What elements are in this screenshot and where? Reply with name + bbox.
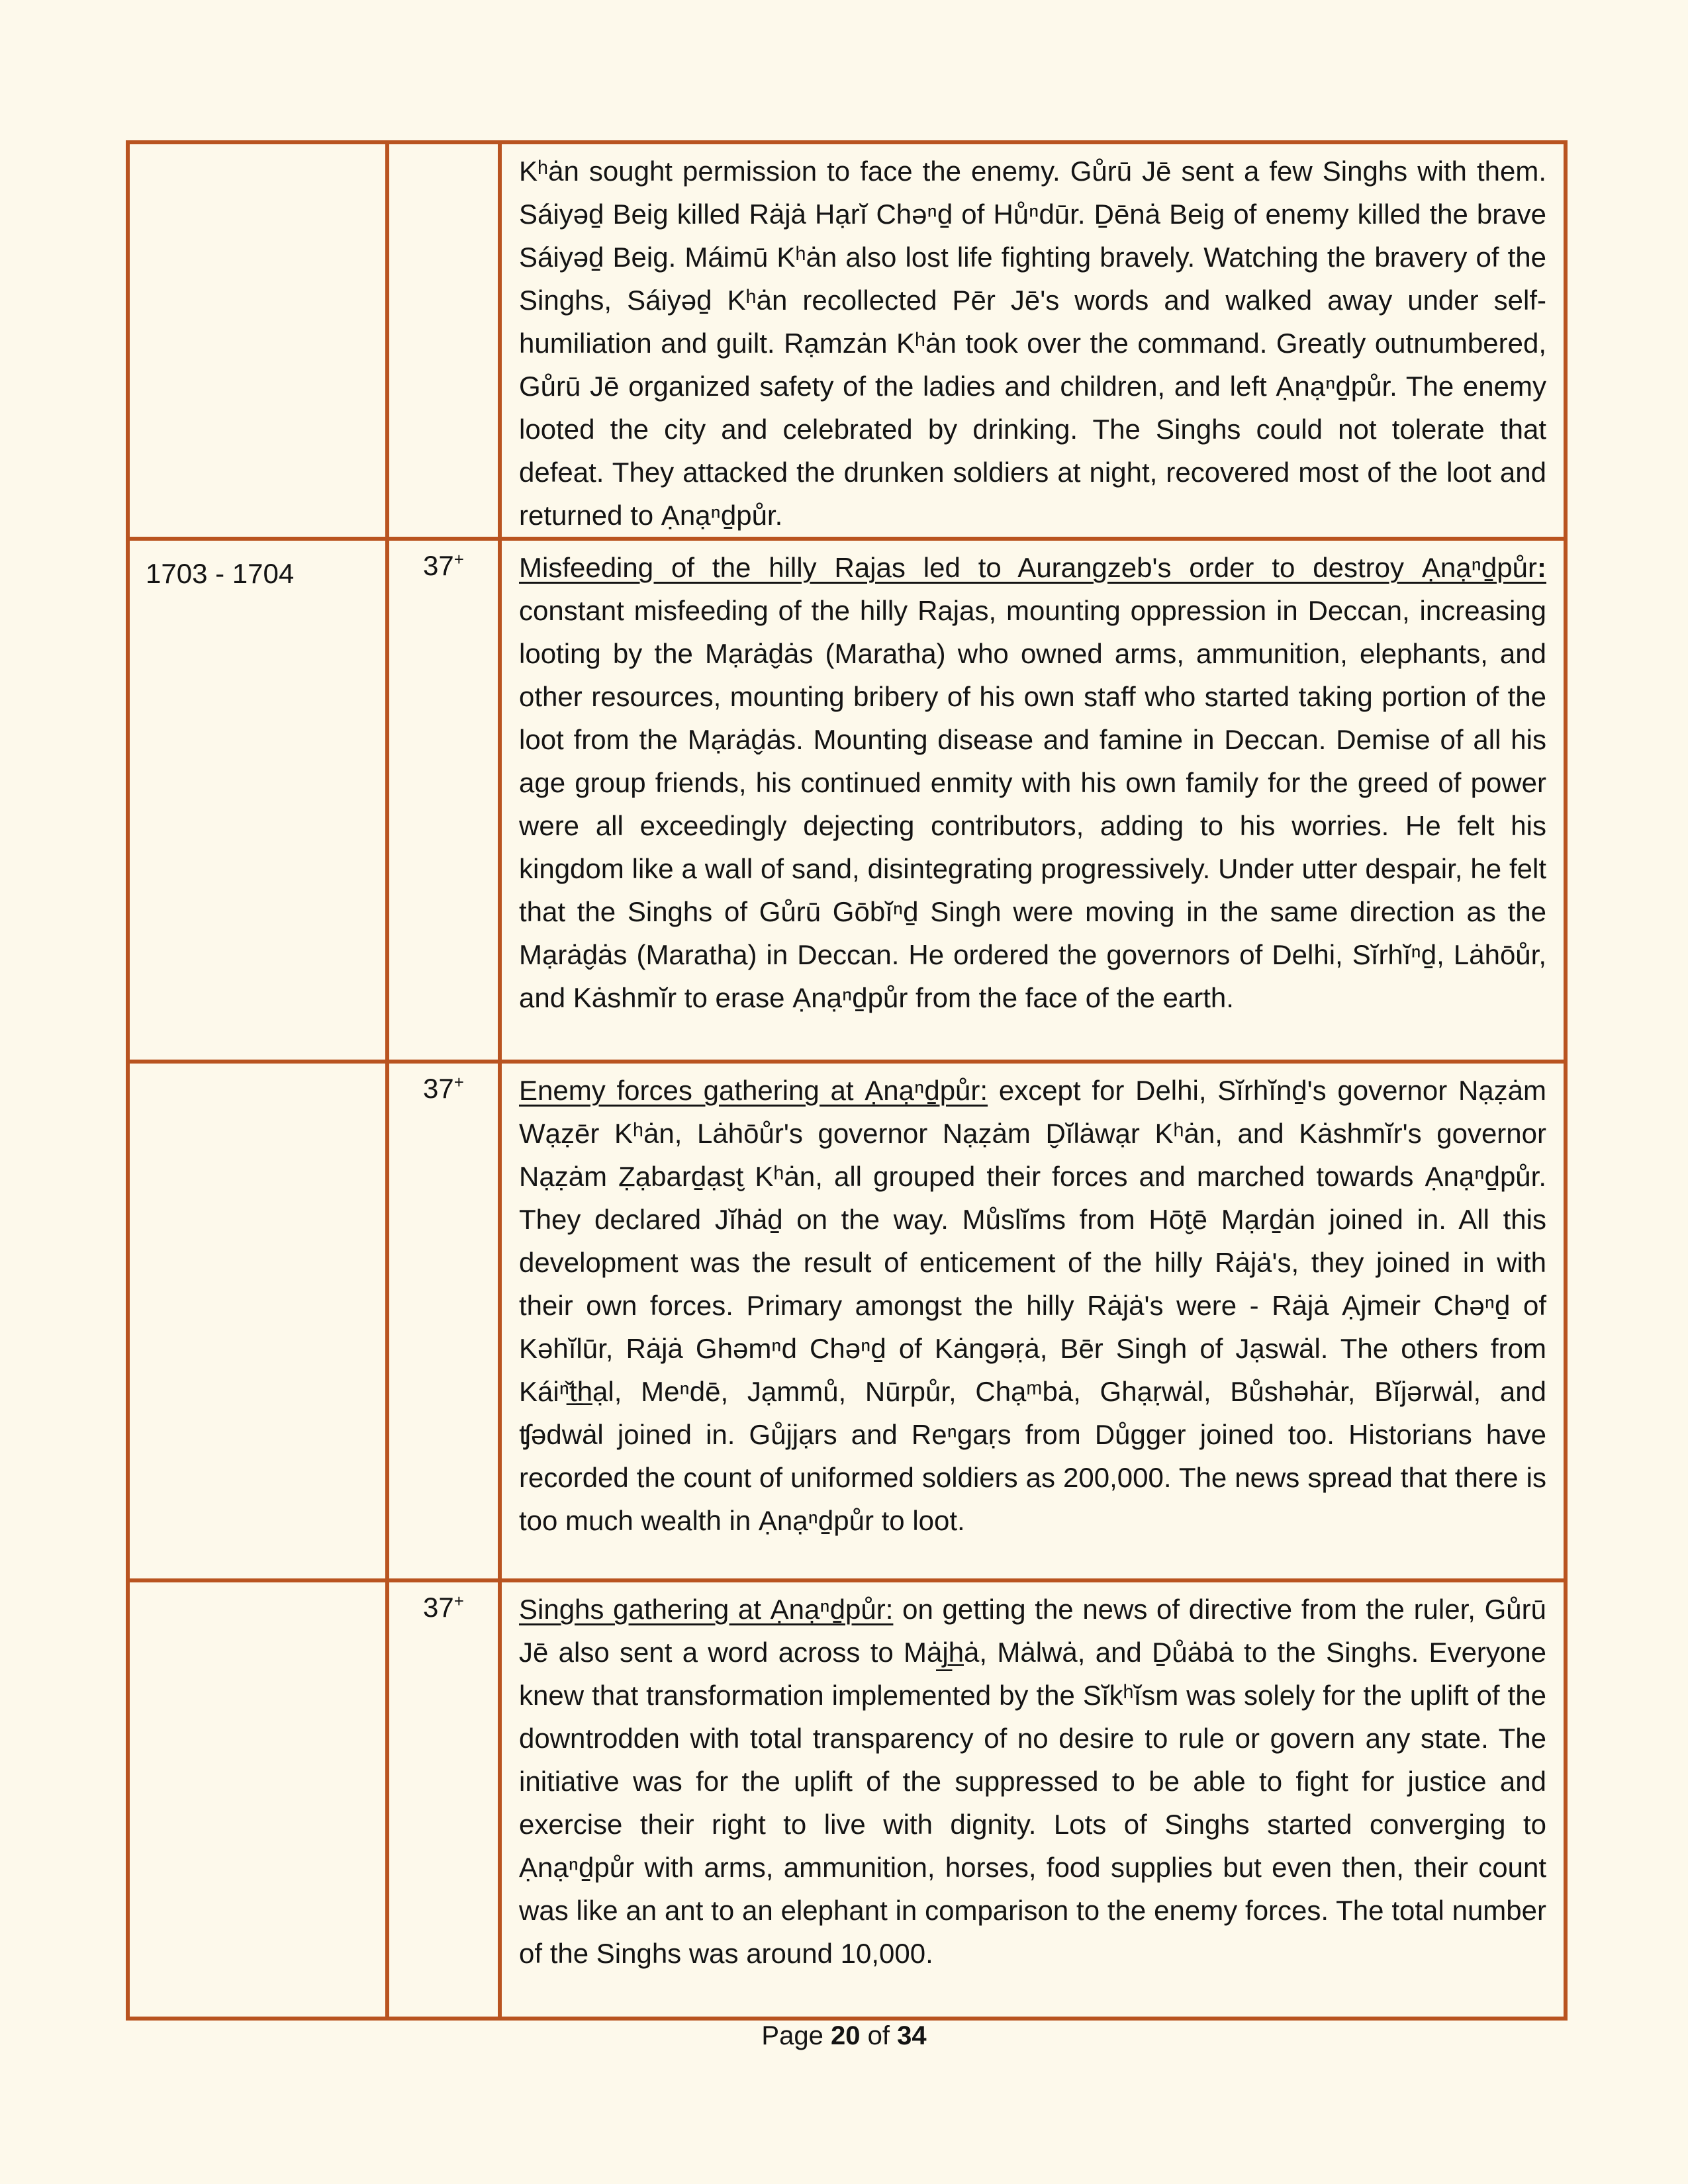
body-text: on getting the news of directive from the ruler, Gůrū Jē also sent a word across to Mȧj̲h̲ȧ, Mȧlwȧ, and D̠ůȧbȧ to the Singhs. Everyone knew that transformation implemented by the Sĭkʰĭsm was solely for the uplift of the downtrodden with total transparency of no desire to rule or govern any state. The initiative was for the uplift of the suppressed to be able to fight for justice and exercise their right to live with dignity. Lots of Singhs started converging to Ạnạⁿd̠půr with arms, ammunition, horses, food supplies but even then, their count was like an ant to an elephant in comparison to the enemy forces. The total number of the Singhs was around 10,000. [519, 1594, 1546, 1969]
paragraph [519, 1588, 1546, 1975]
paragraph [519, 546, 1546, 1019]
description-cell [500, 1580, 1566, 2019]
reference-superscript: + [453, 549, 464, 569]
date-cell [128, 539, 387, 1062]
body-text: constant misfeeding of the hilly Rajas, mounting oppression in Deccan, increasing looting by the Mạrȧd̬ȧs (Maratha) who owned arms, ammunition, elephants, and other resources, mounting bribery of his own staff who started taking portion of the loot from the Mạrȧd̬ȧs. Mounting disease and famine in Deccan. Demise of all his age group friends, his continued enmity with his own family for the greed of power were all exceedingly dejecting contributors, adding to his worries. He felt his kingdom like a wall of sand, disintegrating progressively. Under utter despair, he felt that the Singhs of Gůrū Gōbĭⁿd̠ Singh were moving in the same direction as the Mạrȧd̬ȧs (Maratha) in Deccan. He ordered the governors of Delhi, Sĭrhĭⁿd̠, Lȧhōůr, and Kȧshmĭr to erase Ạnạⁿd̠půr from the face of the earth. [519, 595, 1546, 1013]
page-footer [0, 2020, 1688, 2052]
heading-colon: : [1537, 552, 1546, 583]
section-heading: Enemy forces gathering at Ạnạⁿd̠půr: [519, 1075, 988, 1106]
table-row [128, 539, 1566, 1062]
reference-superscript: + [453, 1072, 464, 1092]
reference-cell [387, 1580, 500, 2019]
table-row [128, 1580, 1566, 2019]
date-cell [128, 142, 387, 539]
reference-cell [387, 539, 500, 1062]
body-text: Kʰȧn sought permission to face the enemy. Gůrū Jē sent a few Singhs with them. Sáiyəd̠ Beig killed Rȧjȧ Hạrĭ Chəⁿd̠ of Hůⁿdūr. D̠ēnȧ Beig of enemy killed the brave Sáiyəd̠ Beig. Máimū Kʰȧn also lost life fighting bravely. Watching the bravery of the Singhs, Sáiyəd̠ Kʰȧn recollected Pēr Jē's words and walked away under self-humiliation and guilt. Rạmzȧn Kʰȧn took over the command. Greatly outnumbered, Gůrū Jē organized safety of the ladies and children, and left Ạnạⁿd̠půr. The enemy looted the city and celebrated by drinking. The Singhs could not tolerate that defeat. They attacked the drunken soldiers at night, recovered most of the loot and returned to Ạnạⁿd̠půr. [519, 156, 1546, 531]
section-heading: Singhs gathering at Ạnạⁿd̠půr: [519, 1594, 894, 1625]
heading-text: Misfeeding of the hilly Rajas led to Aurangzeb's order to destroy Ạnạⁿd̠půr [519, 552, 1537, 583]
reference-number: 37 [423, 1592, 454, 1623]
paragraph [519, 150, 1546, 537]
reference-number: 37 [423, 1073, 454, 1104]
history-table [126, 140, 1568, 2021]
description-cell [500, 142, 1566, 539]
description-cell [500, 1062, 1566, 1580]
footer-page-number: 20 [830, 2021, 861, 2050]
table-row [128, 142, 1566, 539]
section-heading [519, 552, 1546, 583]
date-range: 1703 - 1704 [146, 558, 295, 589]
reference-cell [387, 142, 500, 539]
footer-of-label: of [867, 2021, 890, 2050]
reference-superscript: + [453, 1591, 464, 1611]
reference-cell [387, 1062, 500, 1580]
reference-number: 37 [423, 550, 454, 581]
body-text: except for Delhi, Sĭrhĭnd̠'s governor Nạẓȧm Wạẓēr Kʰȧn, Lȧhōůr's governor Nạẓȧm D̬ĭlȧwạr Kʰȧn, and Kȧshmĭr's governor Nạẓȧm Ẓạbard̠ạst̮ Kʰȧn, all grouped their forces and marched towards Ạnạⁿd̠půr. They declared Jĭhȧd̠ on the way. Můslĭms from Hōt̮ē Mạrd̠ȧn joined in. All this development was the result of enticement of the hilly Rȧjȧ's, they joined in with their own forces. Primary amongst the hilly Rȧjȧ's were - Rȧjȧ Ạjmeir Chəⁿd̠ of Kəhĭlūr, Rȧjȧ Ghəmⁿd Chəⁿd̠ of Kȧngəṛȧ, Bēr Singh of Jạswȧl. The others from Káiⁿ̌t̲h̲ạl, Meⁿdē, Jạmmů, Nūrpůr, Chạᵐbȧ, Ghạṛwȧl, Bůshəhȧr, Bĭjərwȧl, and ʧədwȧl joined in. Gůjjạrs and Reⁿgaṛs from Důgger joined too. Historians have recorded the count of uniformed soldiers as 200,000. The news spread that there is too much wealth in Ạnạⁿd̠půr to loot. [519, 1075, 1546, 1536]
paragraph [519, 1069, 1546, 1542]
footer-total-pages: 34 [897, 2021, 927, 2050]
date-cell [128, 1062, 387, 1580]
footer-page-label: Page [761, 2021, 823, 2050]
date-cell [128, 1580, 387, 2019]
table-row [128, 1062, 1566, 1580]
description-cell [500, 539, 1566, 1062]
